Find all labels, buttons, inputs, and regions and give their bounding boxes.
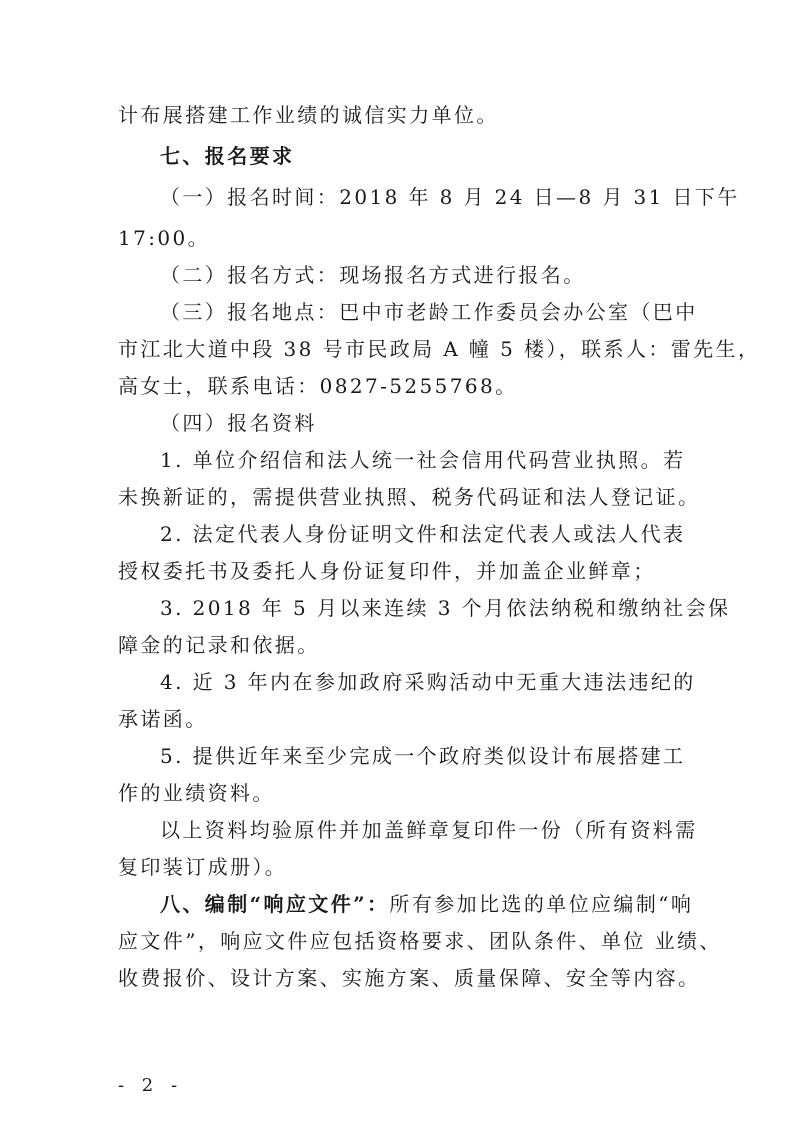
section-heading: 七、报名要求	[160, 144, 295, 168]
text-line: 17:00。	[118, 226, 211, 250]
text-line: 3. 2018 年 5 月以来连续 3 个月依法纳税和缴纳社会保	[160, 596, 731, 620]
text-line: （四）报名资料	[160, 411, 317, 435]
text-line: 2. 法定代表人身份证明文件和法定代表人或法人代表	[160, 522, 686, 546]
text-line: 以上资料均验原件并加盖鲜章复印件一份（所有资料需	[160, 818, 698, 842]
text-run: 所有参加比选的单位应编制“响	[389, 892, 694, 916]
text-line: 5. 提供近年来至少完成一个政府类似设计布展搭建工	[160, 744, 686, 768]
text-line: （三）报名地点：巴中市老龄工作委员会办公室（巴中	[160, 300, 698, 324]
page-number: - 2 -	[118, 1075, 184, 1096]
text-line: 障金的记录和依据。	[118, 633, 320, 657]
text-line: 高女士，联系电话：0827-5255768。	[118, 374, 518, 398]
text-line: 4. 近 3 年内在参加政府采购活动中无重大违法违纪的	[160, 670, 696, 694]
text-line: 市江北大道中段 38 号市民政局 A 幢 5 楼），联系人：雷先生，	[118, 337, 761, 361]
text-line: （一）报名时间：2018 年 8 月 24 日—8 月 31 日下午	[160, 185, 740, 209]
text-line: 应文件”，响应文件应包括资格要求、团队条件、单位 业绩、	[118, 929, 722, 953]
section-heading: 八、编制“响应文件”：	[160, 892, 390, 916]
text-line: 复印装订成册）。	[118, 855, 288, 879]
text-line: （二）报名方式：现场报名方式进行报名。	[160, 263, 586, 287]
text-line: 收费报价、设计方案、实施方案、质量保障、安全等内容。	[118, 966, 701, 990]
text-line: 作的业绩资料。	[118, 781, 275, 805]
section-heading-line	[160, 891, 693, 917]
text-line: 计布展搭建工作业绩的诚信实力单位。	[118, 103, 499, 127]
text-line: 授权委托书及委托人身份证复印件，并加盖企业鲜章；	[118, 559, 656, 583]
text-line: 1. 单位介绍信和法人统一社会信用代码营业执照。若	[160, 448, 686, 472]
text-line: 承诺函。	[118, 707, 208, 731]
text-line: 未换新证的，需提供营业执照、税务代码证和法人登记证。	[118, 485, 701, 509]
